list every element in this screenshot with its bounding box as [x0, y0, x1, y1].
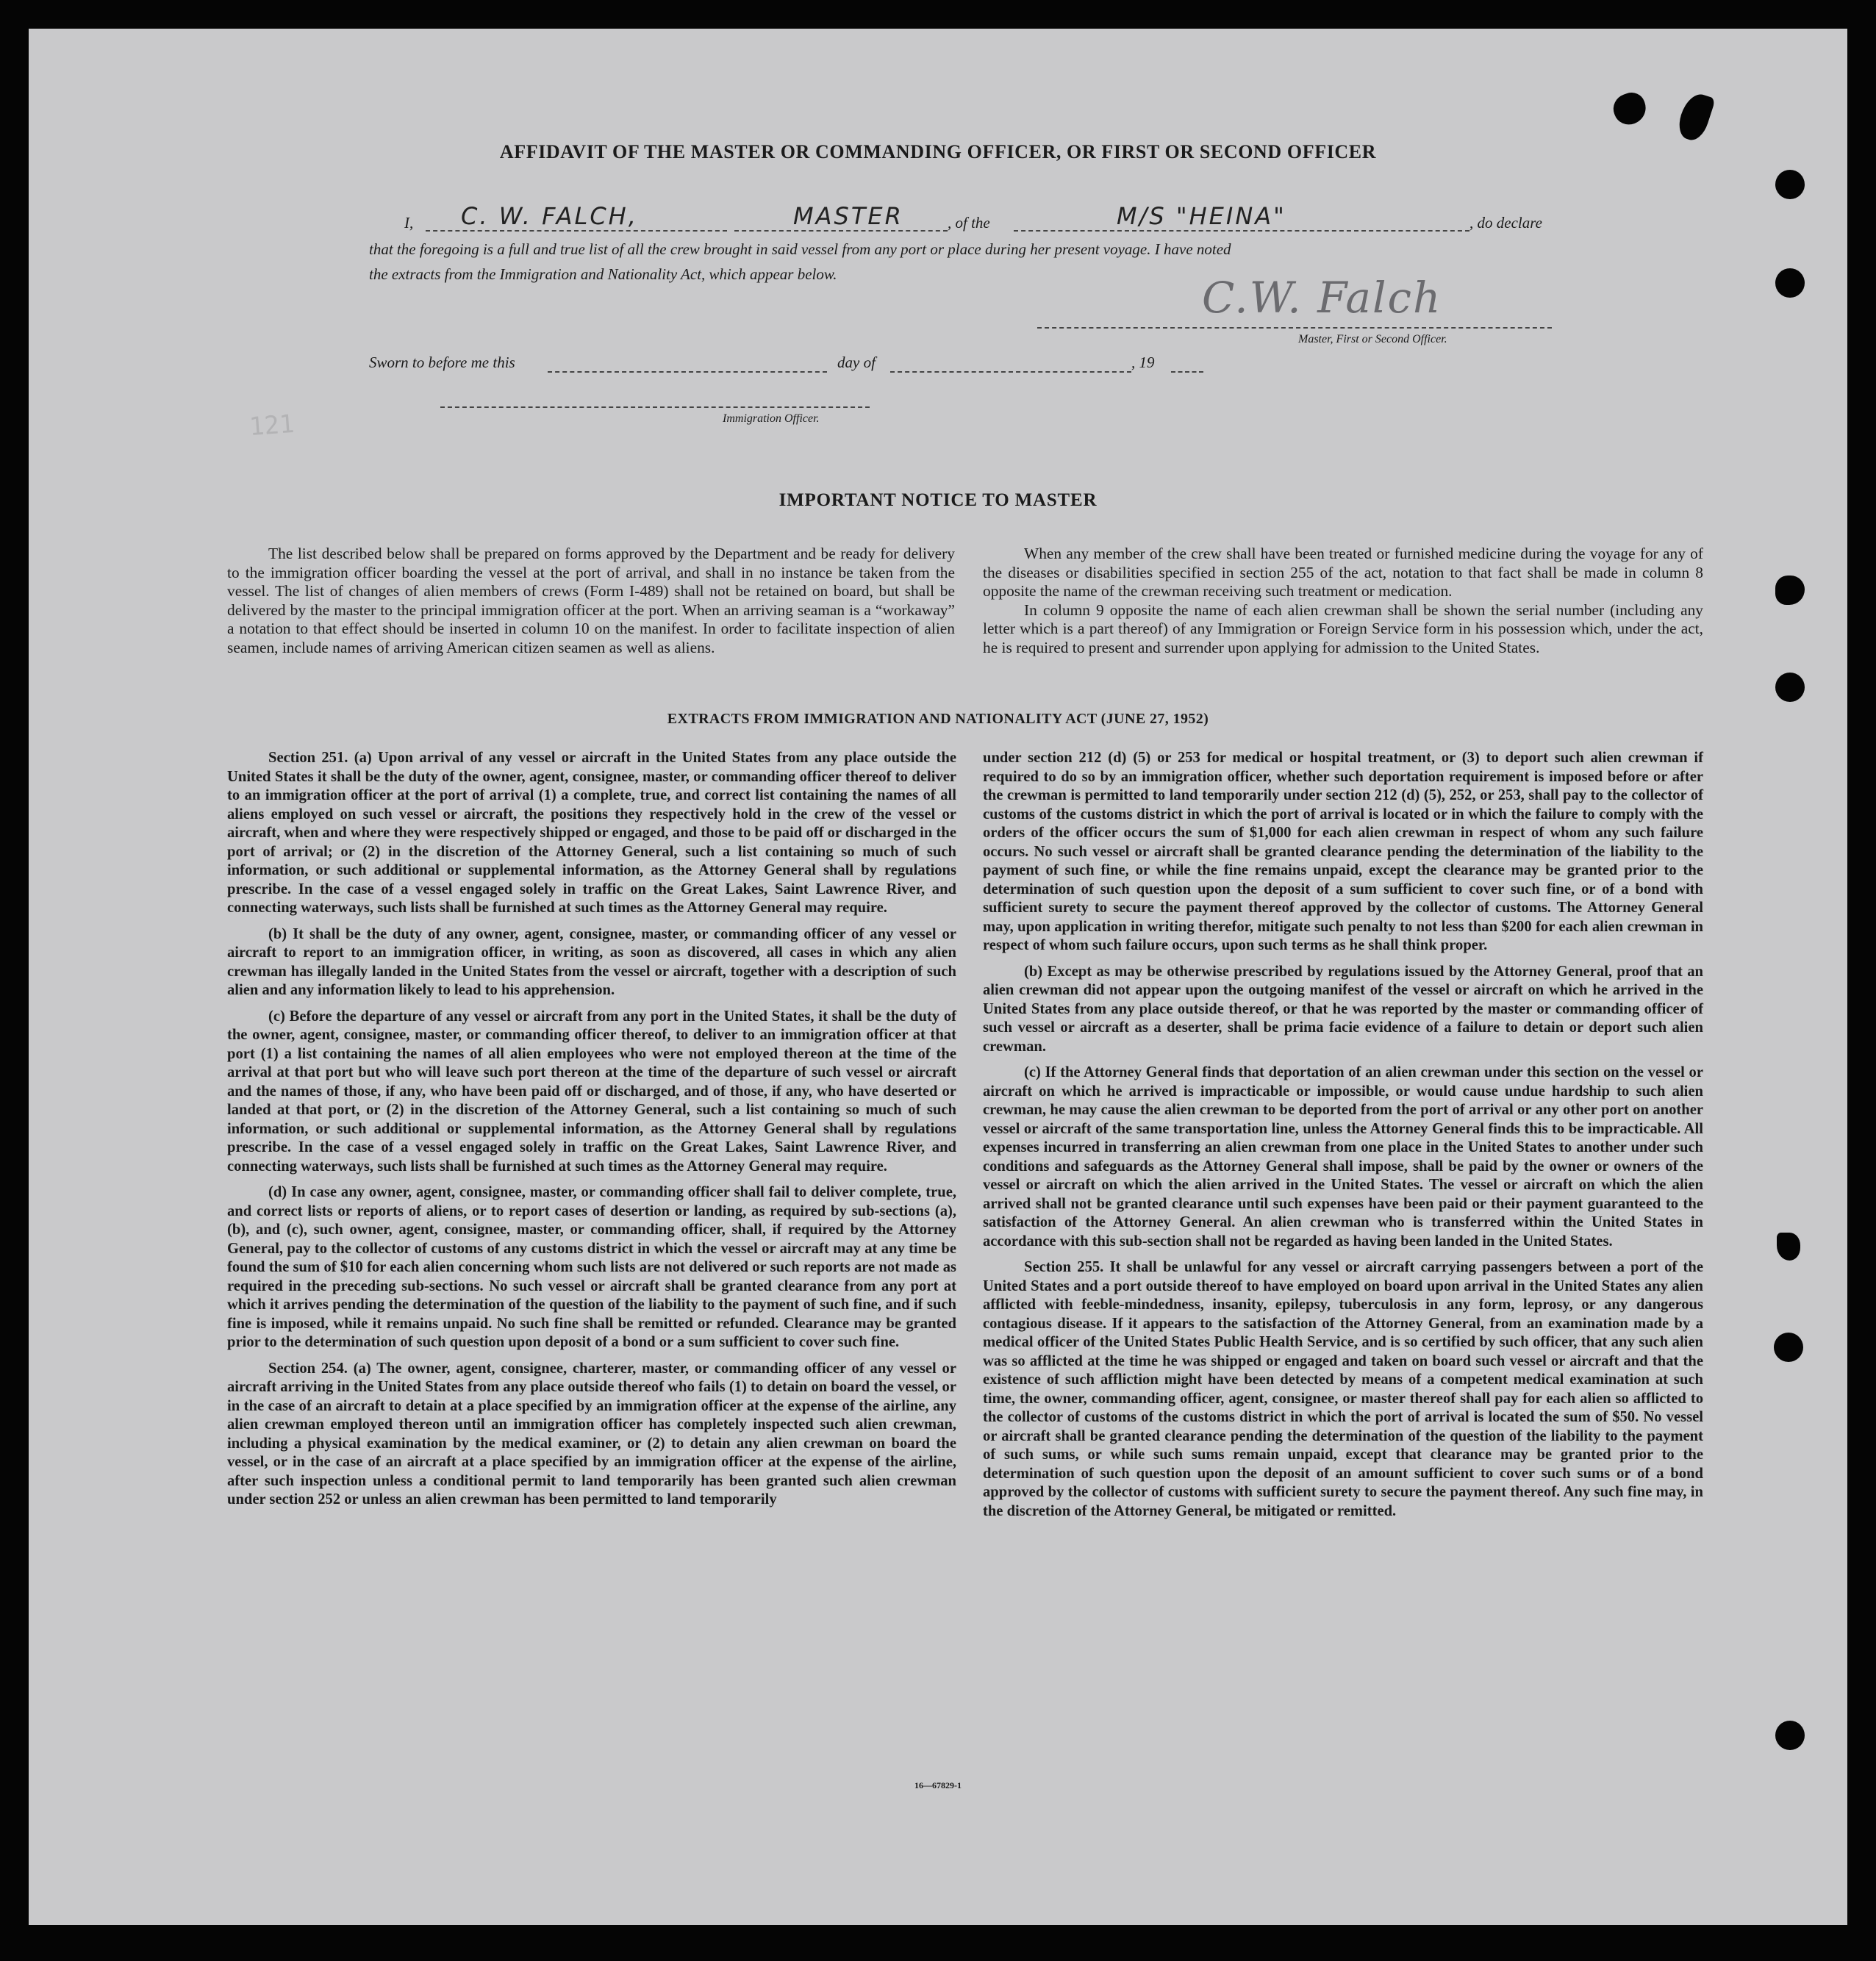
binder-hole — [1774, 1333, 1803, 1362]
year-line[interactable] — [1171, 371, 1203, 373]
section-251-a: Section 251. (a) Upon arrival of any vessel or aircraft in the United States from any place outside the United States it shall be the duty of the owner, agent, consignee, master, or commanding officer thereof to deliver to an immigration officer at the port of arrival (1) a complete, true, and correct list containing the names of all aliens employed on such vessel or aircraft, the positions they respectively hold in the crew of the vessel or aircraft, when and where they were respectively shipped or engaged, and those to be paid off or discharged in the port of arrival; or (2) in the discretion of the Attorney General, such a list containing so much of such information, or such additional or supplemental information, as the Attorney General shall by regulations prescribe. In the case of a vessel engaged solely in traffic on the Great Lakes, Saint Lawrence River, and connecting waterways, such lists shall be furnished at such times as the Attorney General may require. — [227, 750, 956, 916]
section-255: Section 255. It shall be unlawful for any vessel or aircraft carrying passengers between a port of the United States and a port outside thereof to have employed on board upon arrival in the United States any alien afflicted with feeble-mindedness, insanity, epilepsy, tuberculosis in any form, leprosy, or any dangerous contagious disease. If it appears to the satisfaction of the Attorney General, from an examination made by a medical officer of the United States Public Health Service, and is so certified by such officer, that any such alien was so afflicted at the time he was shipped or engaged and taken on board such vessel or aircraft and that the existence of such affliction might have been detected by means of a competent medical examination at such time, the owner, commanding officer, agent, consignee, or master thereof shall pay for each alien so afflicted to the collector of customs of the customs district in which the port of arrival is located the sum of $50. No vessel or aircraft shall be granted clearance pending the determination of the question of the liability to the payment of such sums, or while such sums remain unpaid, except that clearance may be granted prior to the determination of such question upon the deposit of an amount sufficient to cover such sums or of a bond approved by the collector of customs with sufficient surety to secure the payment thereof. Any such fine may, in the discretion of the Attorney General, be mitigated or remitted. — [983, 1259, 1703, 1519]
do-declare-label: , do declare — [1469, 214, 1542, 232]
section-251-d: (d) In case any owner, agent, consignee, master, or commanding officer shall fail to deliver complete, true, and correct lists or reports of aliens, or to report cases of desertion or landing, as required by sub-sections (a), (b), and (c), such owner, agent, consignee, master, or commanding officer, shall, if required by the Attorney General, pay to the collector of customs of any customs district in which the vessel or aircraft may at any time be found the sum of $10 for each alien concerning whom such lists are not delivered or such reports are not made as required in the preceding sub-sections. No such vessel or aircraft shall be granted clearance from any port at which it arrives pending the determination of the question of the liability to the payment of such fine, and if such fine is imposed, while it remains unpaid. No such fine shall be remitted or refunded. Clearance may be granted prior to the determination of such question upon deposit of a bond or a sum sufficient to cover such fine. — [227, 1184, 956, 1350]
extracts-left-column — [227, 749, 956, 1510]
notice-title: IMPORTANT NOTICE TO MASTER — [778, 490, 1098, 510]
name-line — [426, 230, 727, 232]
binder-hole — [1775, 1721, 1805, 1750]
ink-blot — [1675, 90, 1716, 144]
signature-line — [1037, 327, 1552, 329]
officer-caption: Immigration Officer. — [723, 412, 820, 425]
section-251-b: (b) It shall be the duty of any owner, agent, consignee, master, or commanding officer of any vessel or aircraft to report to an immigration officer, in writing, as soon as discovered, all cases in which any alien crewman has illegally landed in the United States from the vessel or aircraft, together with a description of such alien and any information likely to lead to his apprehension. — [227, 925, 956, 998]
form-number: 16—67829-1 — [914, 1780, 962, 1790]
notice-right-text-1: When any member of the crew shall have been treated or furnished medicine during the voyage for any of the diseases or disabilities specified in section 255 of the act, notation to that fact shall be made in column 8 opposite the name of the crewman receiving such treatment or medication. — [983, 545, 1703, 600]
binder-hole — [1775, 673, 1805, 702]
affidavit-line-3: the extracts from the Immigration and Nationality Act, which appear below. — [369, 265, 837, 283]
section-254-b: (b) Except as may be otherwise prescribed by regulations issued by the Attorney General, proof that an alien crewman did not appear upon the outgoing manifest of the vessel or aircraft on which he arrived in the United States from any place outside thereof, or that he was reported by the master or commanding officer of such vessel or aircraft as a deserter, shall be prima facie evidence of a failure to detain or deport such alien crewman. — [983, 963, 1703, 1055]
binder-hole — [1775, 268, 1805, 298]
affidavit-title: AFFIDAVIT OF THE MASTER OR COMMANDING OFFICER, OR FIRST OR SECOND OFFICER — [499, 141, 1377, 162]
binder-hole — [1775, 170, 1805, 199]
section-254-a: Section 254. (a) The owner, agent, consignee, charterer, master, or commanding officer of any vessel or aircraft arriving in the United States from any place outside thereof who fails (1) to detain on board the vessel, or in the case of an aircraft to detain at a place specified by an immigration officer at the expense of the airline, any alien crewman employed thereon until an immigration officer has completely inspected such alien crewman, including a physical examination by the medical examiner, or (2) to detain any alien crewman on board the vessel, or in the case of an aircraft at a place specified by an immigration officer at the expense of the airline, after such inspection unless a conditional permit to land temporarily has been granted such alien crewman under section 252 or unless an alien crewman has been permitted to land temporarily — [227, 1360, 956, 1508]
vessel-line — [1014, 230, 1469, 232]
officer-line — [440, 406, 870, 408]
notice-left — [227, 545, 955, 657]
ink-blot — [1609, 89, 1650, 129]
of-the-label: , of the — [948, 214, 990, 232]
signature-caption: Master, First or Second Officer. — [1298, 333, 1447, 345]
notice-left-text: The list described below shall be prepared on forms approved by the Department and be ready for delivery to the immigration officer boarding the vessel at the port of arrival, and shall in no instance be taken from the vessel. The list of changes of alien members of crews (Form I-489) shall not be retained on board, but shall be delivered by the master to the principal immigration officer at the port. When an arriving seaman is a “workaway” a notation to that effect should be inserted in column 10 on the manifest. In order to facilitate inspection of alien seamen, include names of arriving American citizen seamen as well as aliens. — [227, 545, 955, 656]
rank-field[interactable]: MASTER — [793, 202, 903, 230]
sworn-date-line[interactable] — [548, 371, 827, 373]
affidavit-line-2: that the foregoing is a full and true list of all the crew brought in said vessel from any port or place during her present voyage. I have noted — [369, 240, 1231, 258]
section-251-c: (c) Before the departure of any vessel or aircraft from any port in the United States, it shall be the duty of the owner, agent, consignee, master, or commanding officer thereof, to deliver to an immigration officer at that port (1) a list containing the names of all alien employees who were not employed thereon at the time of the arrival at that port but who will leave such port thereon at the time of the departure of such vessel or aircraft and the names of those, if any, who have been paid off or discharged, and of those, if any, who have deserted or landed at that port, or (2) in the discretion of the Attorney General, such a list containing so much of such information, or such additional or supplemental information, as the Attorney General shall by regulations prescribe. In the case of a vessel engaged solely in traffic on the Great Lakes, Saint Lawrence River, and connecting waterways, such lists shall be furnished at such times as the Attorney General may require. — [227, 1008, 956, 1175]
section-254-c: (c) If the Attorney General finds that deportation of an alien crewman under this section on the vessel or aircraft on which he arrived is impracticable or impossible, or would cause undue hardship to such alien crewman, he may cause the alien crewman to be deported from the port of arrival or any other port on another vessel or aircraft of the same transportation line, unless the Attorney General finds this to be impracticable. All expenses incurred in transferring an alien crewman from one place in the United States to another under such conditions and safeguards as the Attorney General shall impose, shall be paid by the owner or owners of the vessel or aircraft on which the alien arrived in the United States. The vessel or aircraft on which the alien arrived shall not be granted clearance until such expenses have been paid or their payment guaranteed to the satisfaction of the Attorney General. An alien crewman who is transferred within the United States in accordance with this sub-section shall not be regarded as having been landed in the United States. — [983, 1064, 1703, 1250]
binder-hole — [1775, 576, 1805, 605]
notice-right — [983, 545, 1703, 657]
faded-stamp: 121 — [248, 409, 296, 442]
month-line[interactable] — [890, 371, 1131, 373]
i-label: I, — [404, 214, 414, 232]
year-label: , 19 — [1131, 354, 1155, 371]
extracts-right-column — [983, 749, 1703, 1521]
name-field[interactable]: C. W. FALCH, — [461, 202, 638, 230]
extracts-title: EXTRACTS FROM IMMIGRATION AND NATIONALITY ACT (JUNE 27, 1952) — [667, 711, 1209, 727]
rank-line — [734, 230, 948, 232]
vessel-field[interactable]: M/S "HEINA" — [1117, 202, 1286, 230]
notice-right-text-2: In column 9 opposite the name of each alien crewman shall be shown the serial number (including any letter which is a part thereof) of any Immigration or Foreign Service form in his possession which, under the act, he is required to present and surrender upon applying for admission to the United States. — [983, 601, 1703, 656]
master-signature: C.W. Falch — [1202, 273, 1442, 323]
sworn-label: Sworn to before me this — [369, 354, 515, 371]
section-254-a-cont: under section 212 (d) (5) or 253 for medical or hospital treatment, or (3) to deport such alien crewman if required to do so by an immigration officer, whether such deportation requirement is imposed before or after the crewman is permitted to land temporarily under section 212 (d) (5), 252, or 253, shall pay to the collector of customs of the customs district in which the port of arrival is located or in which the failure to comply with the orders of the officer occurs the sum of $1,000 for each alien crewman in respect of whom any such failure occurs. No such vessel or aircraft shall be granted clearance pending the determination of the liability to the payment of such fine, or while the fine remains unpaid, except the clearance may be granted prior to the determination of such question upon the deposit of a sum sufficient to cover such fine, or of a bond with sufficient surety to secure the payment thereof approved by the collector of customs. The Attorney General may, upon application in writing therefor, mitigate such penalty to not less than $200 for each alien crewman in respect of whom such failure occurs, upon such terms as he shall think proper. — [983, 750, 1703, 953]
binder-hole — [1777, 1233, 1800, 1261]
day-of-label: day of — [837, 354, 876, 371]
document-page — [29, 29, 1847, 1925]
